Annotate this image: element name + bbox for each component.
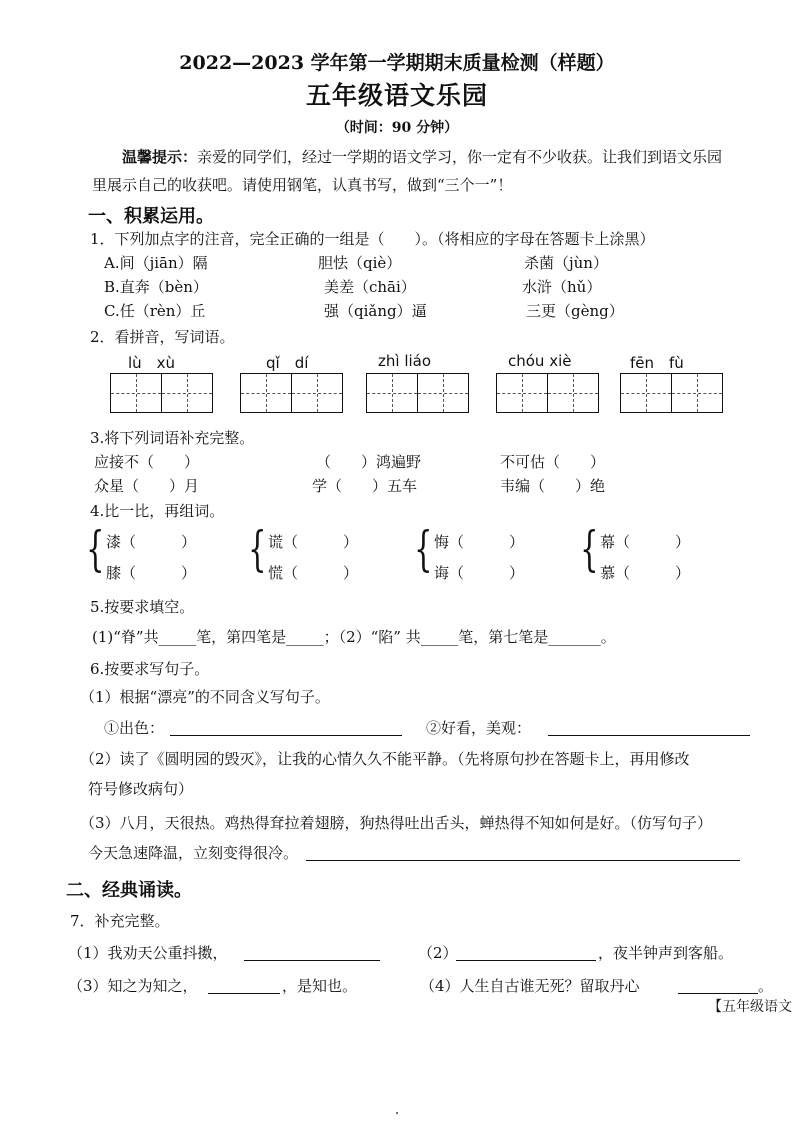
footer-tab: 【五年级语文 — [708, 999, 792, 1015]
q2-pinyin-3: zhì liáo — [378, 352, 432, 370]
title-line1: 2022—2023 学年第一学期期末质量检测（样题） — [179, 52, 615, 74]
q7-line1-part1: （1）我劝天公重抖擞， — [68, 944, 228, 962]
q7-stem: 7．补充完整。 — [70, 912, 170, 930]
q1-row3-c: 三更（gèng） — [526, 302, 624, 320]
q4-pair4-bottom: 慕（ ） — [600, 564, 691, 582]
section2-heading: 二、经典诵读。 — [66, 880, 192, 901]
writing-grid-3[interactable] — [366, 373, 469, 413]
q6-sub1: （1）根据“漂亮”的不同含义写句子。 — [80, 688, 330, 706]
q2-pinyin-4: chóu xiè — [508, 352, 572, 370]
q6-opt1-label: ①出色： — [104, 719, 165, 737]
q3-row2-a: 众星（ ）月 — [94, 477, 200, 495]
q1-row3-a: C.任（rèn）丘 — [104, 302, 206, 320]
q6-sub3-answer-line[interactable] — [306, 860, 740, 861]
q7-blank2[interactable] — [456, 960, 596, 961]
writing-grid-2[interactable] — [240, 373, 343, 413]
tip-label: 温馨提示： — [122, 148, 198, 166]
q7-blank3[interactable] — [208, 993, 280, 994]
brace-2: { — [248, 521, 267, 577]
q7-line2-part1: （3）知之为知之， — [68, 977, 198, 995]
q4-pair1-top: 漆（ ） — [106, 533, 197, 551]
q3-row1-b: （ ）鸿遍野 — [316, 453, 422, 471]
q4-stem: 4.比一比，再组词。 — [90, 502, 225, 520]
q5-line: (1)“脊”共_____笔，第四笔是_____；（2）“陷” 共_____笔，第七笔是_______。 — [92, 628, 616, 646]
q7-line2-part2: ，是知也。 — [282, 977, 358, 995]
q7-line1-part3: ，夜半钟声到客船。 — [598, 944, 734, 962]
q7-line2-part3: （4）人生自古谁无死？留取丹心 — [420, 977, 640, 995]
q6-sub3-line1: （3）八月，天很热。鸡热得耷拉着翅膀，狗热得吐出舌头，蝉热得不知如何是好。（仿写句子） — [80, 814, 713, 832]
brace-4: { — [580, 521, 599, 577]
q2-pinyin-1: lù xù — [128, 354, 176, 372]
writing-grid-1[interactable] — [110, 373, 213, 413]
q1-row3-b: 强（qiǎng）逼 — [324, 302, 427, 320]
q2-pinyin-5: fēn fù — [630, 354, 684, 372]
tip-text1: 亲爱的同学们，经过一学期的语文学习，你一定有不少收获。让我们到语文乐园 — [197, 148, 723, 166]
writing-grid-4[interactable] — [496, 373, 599, 413]
q3-stem: 3.将下列词语补充完整。 — [90, 429, 255, 447]
title-line2: 五年级语文乐园 — [305, 81, 488, 110]
q4-pair3-top: 悔（ ） — [434, 533, 525, 551]
q1-row2-a: B.直奔（bèn） — [104, 278, 208, 296]
q1-row2-b: 美差（chāi） — [324, 278, 416, 296]
q6-opt2-answer-line[interactable] — [548, 735, 750, 736]
q6-sub3-line2: 今天急速降温，立刻变得很冷。 — [88, 844, 299, 862]
brace-3: { — [414, 521, 433, 577]
q4-pair4-top: 幕（ ） — [600, 533, 691, 551]
q7-line2-part4: 。 — [758, 977, 774, 995]
q7-blank4[interactable] — [678, 993, 758, 994]
tip-line2: 里展示自己的收获吧。请使用钢笔，认真书写，做到“三个一”！ — [92, 176, 513, 194]
writing-grid-5[interactable] — [620, 373, 723, 413]
q2-pinyin-2: qǐ dí — [266, 354, 309, 372]
tip-line1 — [122, 146, 722, 167]
q2-stem: 2．看拼音，写词语。 — [90, 328, 235, 346]
q5-stem: 5.按要求填空。 — [90, 598, 195, 616]
q6-opt2-label: ②好看，美观： — [426, 719, 532, 737]
q4-pair2-top: 谎（ ） — [268, 533, 359, 551]
page-dot — [396, 1112, 398, 1114]
q7-blank1[interactable] — [244, 960, 380, 961]
exam-time: （时间：90 分钟） — [335, 120, 459, 136]
q6-sub2-line1: （2）读了《圆明园的毁灭》，让我的心情久久不能平静。（先将原句抄在答题卡上，再用修改 — [80, 750, 690, 768]
q1-row1-b: 胆怯（qiè） — [318, 254, 402, 272]
q3-row2-b: 学（ ）五车 — [312, 477, 418, 495]
q6-stem: 6.按要求写句子。 — [90, 660, 210, 678]
brace-1: { — [86, 521, 105, 577]
q3-row1-c: 不可估（ ） — [500, 453, 606, 471]
q3-row2-c: 韦编（ ）绝 — [500, 477, 606, 495]
section1-heading: 一、积累运用。 — [88, 206, 214, 227]
q1-row1-a: A.间（jiān）隔 — [104, 254, 208, 272]
q7-line1-part2: （2） — [418, 944, 458, 962]
q1-row2-c: 水浒（hǔ） — [522, 278, 602, 296]
q4-pair2-bottom: 慌（ ） — [268, 564, 359, 582]
q4-pair1-bottom: 膝（ ） — [106, 564, 197, 582]
q6-opt1-answer-line[interactable] — [170, 735, 402, 736]
q6-sub2-line2: 符号修改病句） — [88, 780, 194, 798]
q1-stem: 1．下列加点字的注音，完全正确的一组是（ ）。（将相应的字母在答题卡上涂黑） — [90, 230, 655, 248]
q4-pair3-bottom: 诲（ ） — [434, 564, 525, 582]
q1-row1-c: 杀菌（jùn） — [524, 254, 608, 272]
q3-row1-a: 应接不（ ） — [94, 453, 200, 471]
